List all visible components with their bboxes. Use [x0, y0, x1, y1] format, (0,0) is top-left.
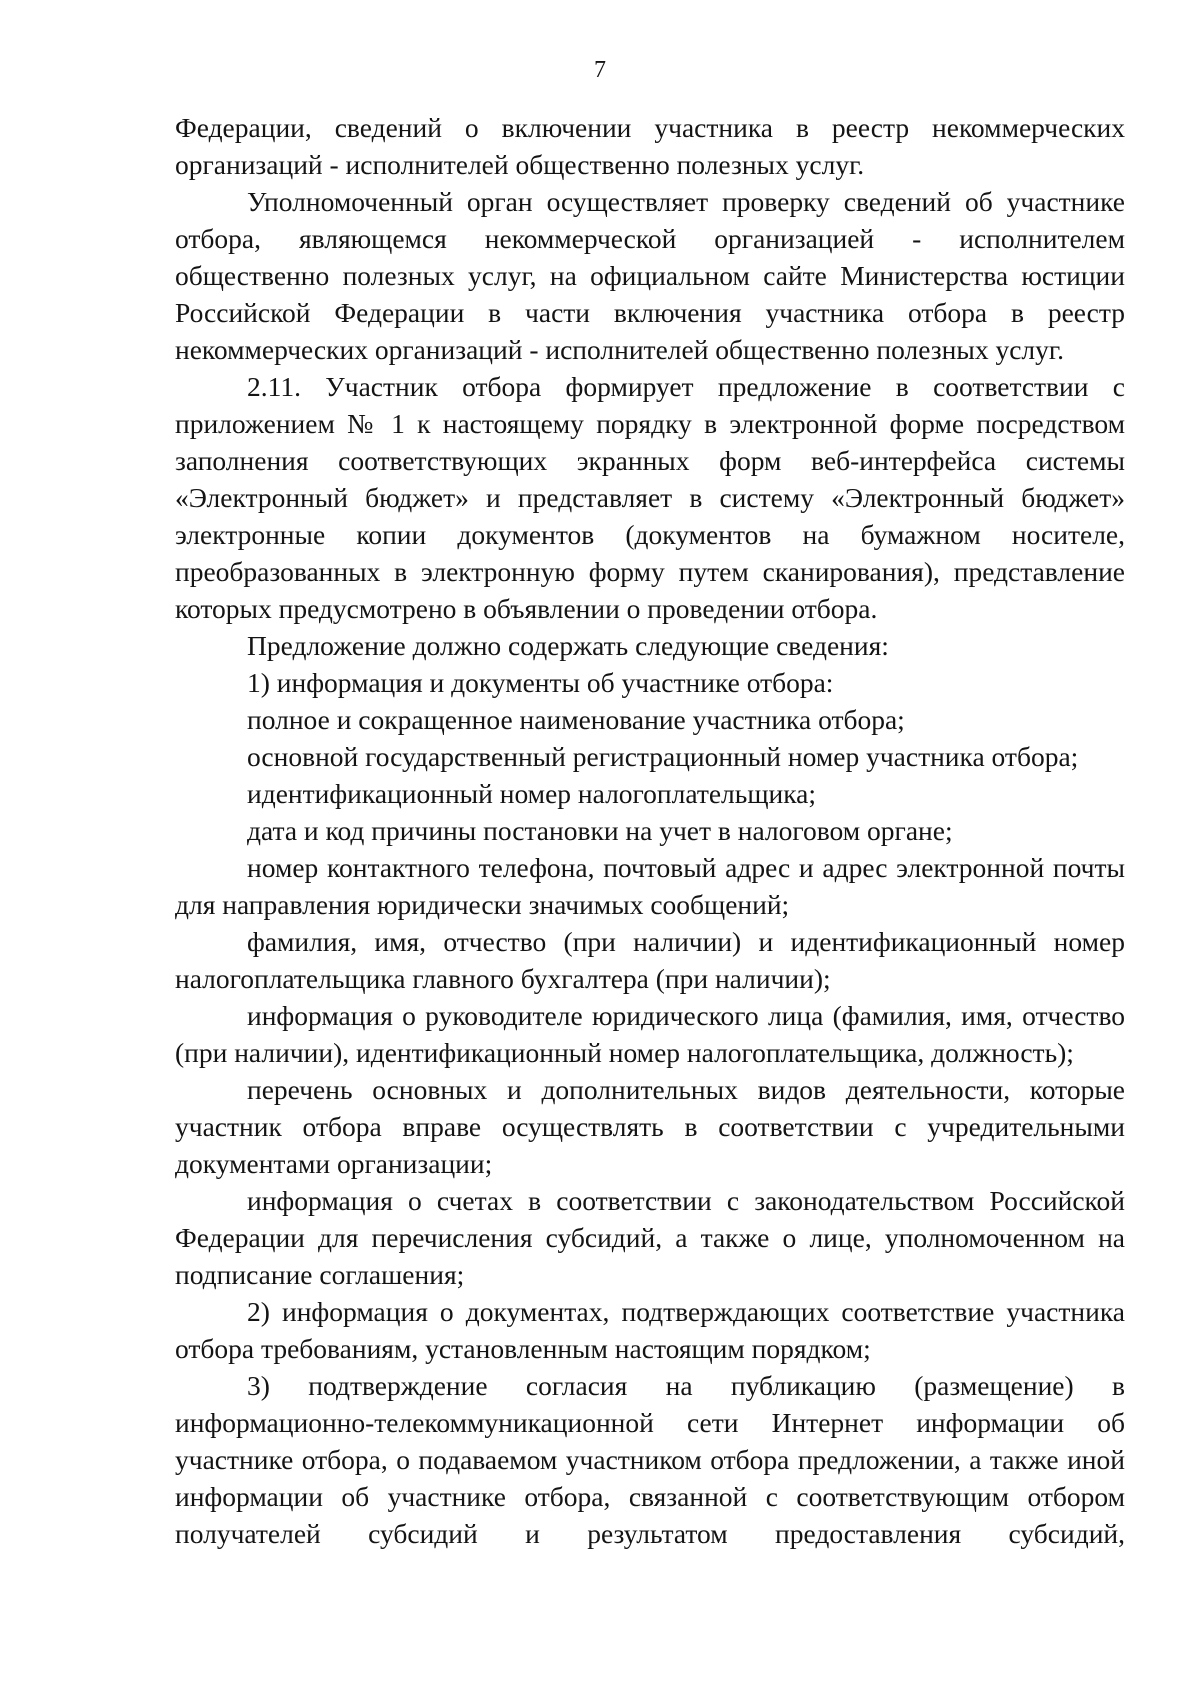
list-item-3: 3) подтверждение согласия на публикацию (размещение) в информационно-телекоммуникационной сети Интернет информации об участнике отбора, о подаваемом участником отбора предложении, а также иной информации об участнике отбора, связанной с соответствующим отбором получателей субсидий и результатом предоставления субсидий,	[175, 1370, 1125, 1549]
list-item-name: полное и сокращенное наименование участника отбора;	[247, 704, 905, 735]
list-item-1: 1) информация и документы об участнике отбора:	[247, 667, 834, 698]
list-item-ogrn: основной государственный регистрационный номер участника отбора;	[247, 741, 1079, 772]
list-item-chief-accountant: фамилия, имя, отчество (при наличии) и идентификационный номер налогоплательщика главного бухгалтера (при наличии);	[175, 926, 1125, 994]
list-item-activities: перечень основных и дополнительных видов деятельности, которые участник отбора вправе осуществлять в соответствии с учредительными документами организации;	[175, 1074, 1125, 1179]
list-item-director: информация о руководителе юридического лица (фамилия, имя, отчество (при наличии), идентификационный номер налогоплательщика, должность);	[175, 1000, 1125, 1068]
paragraph-verification: Уполномоченный орган осуществляет проверку сведений об участнике отбора, являющемся некоммерческой организацией - исполнителем общественно полезных услуг, на официальном сайте Министерства юстиции Российской Федерации в части включения участника отбора в реестр некоммерческих организаций - исполнителей общественно полезных услуг.	[175, 186, 1125, 365]
page-number: 7	[594, 57, 606, 83]
list-item-2: 2) информация о документах, подтверждающих соответствие участника отбора требованиям, установленным настоящим порядком;	[175, 1296, 1125, 1364]
list-item-tax-registration: дата и код причины постановки на учет в налоговом органе;	[247, 815, 953, 846]
document-body	[175, 109, 1125, 1552]
list-item-accounts: информация о счетах в соответствии с законодательством Российской Федерации для перечисления субсидий, а также о лице, уполномоченном на подписание соглашения;	[175, 1185, 1125, 1290]
paragraph-2-11: 2.11. Участник отбора формирует предложение в соответствии с приложением № 1 к настоящему порядку в электронной форме посредством заполнения соответствующих экранных форм веб-интерфейса системы «Электронный бюджет» и представляет в систему «Электронный бюджет» электронные копии документов (документов на бумажном носителе, преобразованных в электронную форму путем сканирования), представление которых предусмотрено в объявлении о проведении отбора.	[175, 371, 1125, 624]
list-item-inn: идентификационный номер налогоплательщика;	[247, 778, 817, 809]
list-item-contacts: номер контактного телефона, почтовый адрес и адрес электронной почты для направления юридически значимых сообщений;	[175, 852, 1125, 920]
paragraph-proposal-intro: Предложение должно содержать следующие сведения:	[247, 630, 889, 661]
paragraph-continuation: Федерации, сведений о включении участника в реестр некоммерческих организаций - исполнителей общественно полезных услуг.	[175, 112, 1125, 180]
